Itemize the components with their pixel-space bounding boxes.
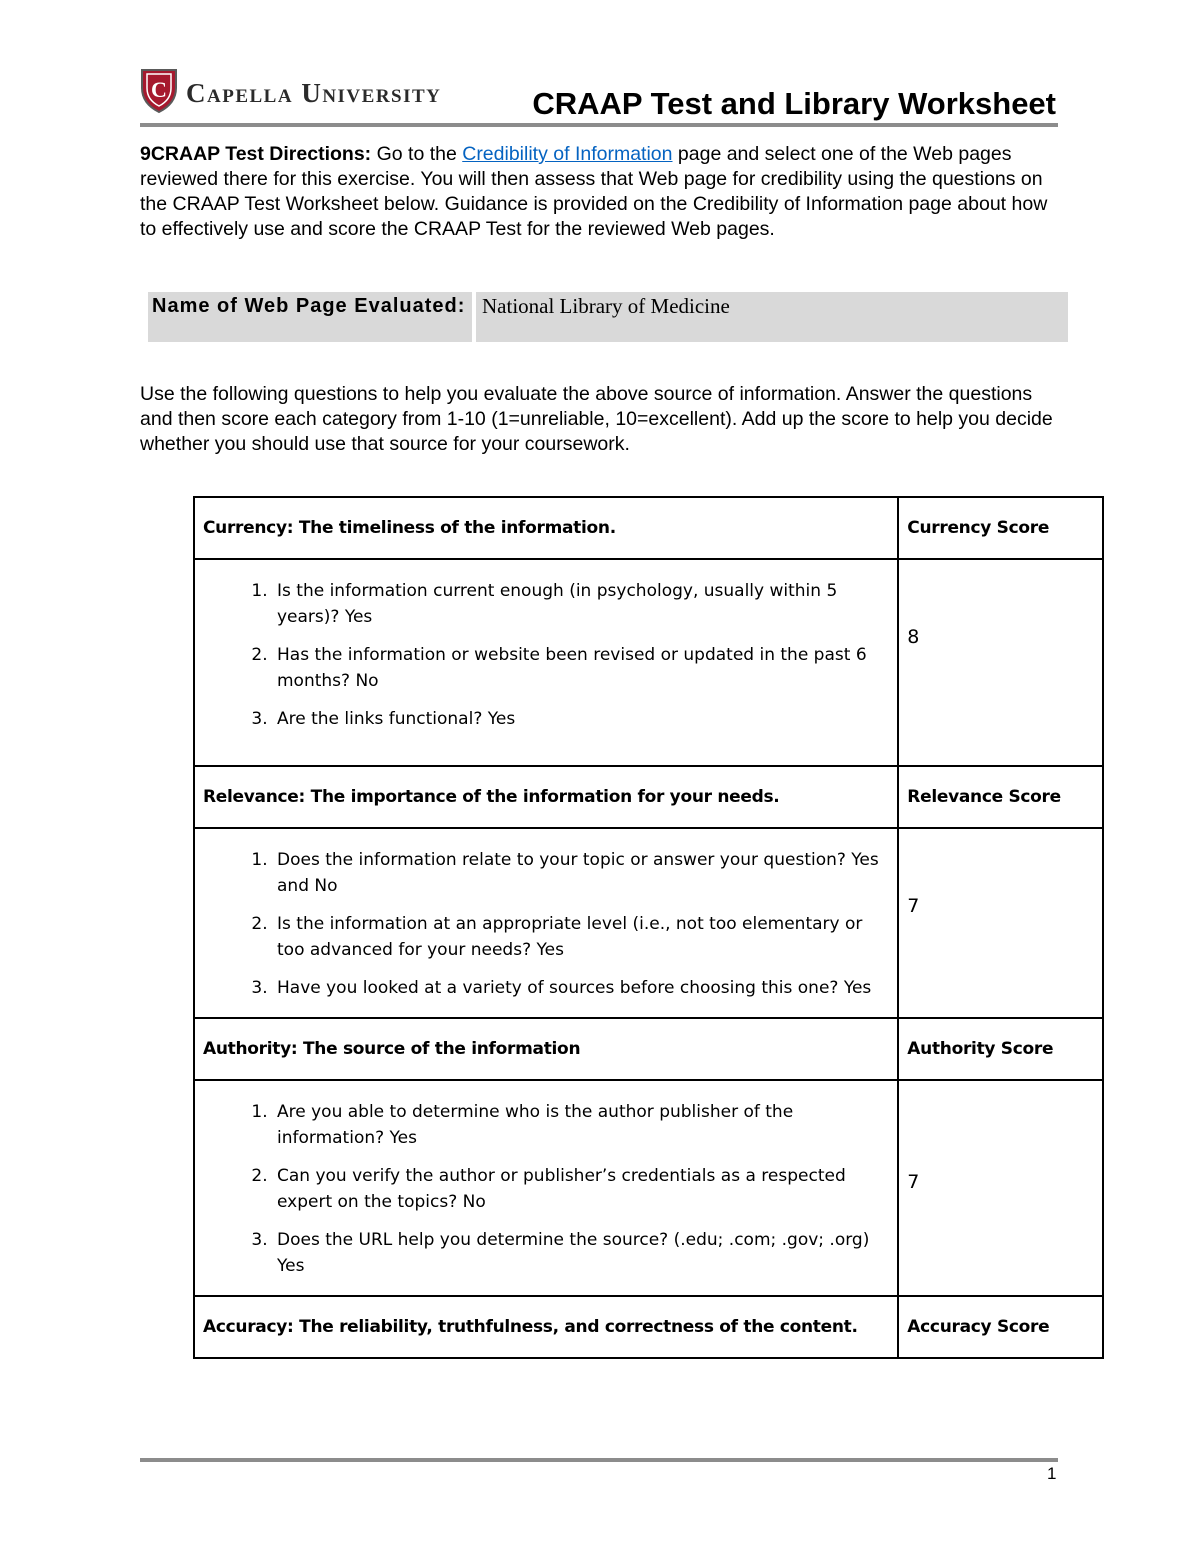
accuracy-heading: Accuracy: The reliability, truthfulness, and correctness of the content. [194, 1296, 898, 1358]
relevance-body-row [194, 828, 1103, 1018]
page-number: 1 [1047, 1464, 1057, 1483]
question-item: 2. Is the information at an appropriate level (i.e., not too elementary or too advanced for your needs? Yes [273, 911, 889, 963]
shield-icon [140, 68, 178, 114]
credibility-link[interactable]: Credibility of Information [462, 143, 673, 165]
svg-text:C: C [151, 77, 167, 102]
currency-header-row [194, 497, 1103, 559]
question-item: 3. Does the URL help you determine the source? (.edu; .com; .gov; .org) Yes [273, 1227, 889, 1279]
authority-body-row [194, 1080, 1103, 1296]
question-item: 1. Are you able to determine who is the author publisher of the information? Yes [273, 1099, 889, 1151]
question-item: 1. Is the information current enough (in psychology, usually within 5 years)? Yes [273, 578, 889, 630]
authority-score-label: Authority Score [898, 1018, 1103, 1080]
currency-body-row [194, 559, 1103, 766]
authority-heading: Authority: The source of the information [194, 1018, 898, 1080]
accuracy-score-label: Accuracy Score [898, 1296, 1103, 1358]
instructions-paragraph: Use the following questions to help you evaluate the above source of information. Answer the questions and then score each category from 1-10 (1=unreliable, 10=excellent). Add up the score to help you decide whether you should use that source for your coursework. [140, 383, 1053, 455]
craap-table [193, 496, 1104, 1359]
authority-score-value[interactable]: 7 [907, 1171, 920, 1193]
capella-logo [140, 68, 441, 114]
footer-divider [140, 1458, 1058, 1462]
evaluated-page-field[interactable]: National Library of Medicine [476, 292, 1068, 342]
directions-label: 9CRAAP Test Directions: [140, 143, 372, 165]
relevance-header-row [194, 766, 1103, 828]
currency-score-label: Currency Score [898, 497, 1103, 559]
relevance-questions [203, 847, 889, 1001]
directions-text-after: page and select one of the Web pages reviewed there for this exercise. You will then assess that Web page for credibility using the questions on the CRAAP Test Worksheet below. Guidance is provided on the Credibility of Information page about how to effectively use and score the CRAAP Test for the reviewed Web pages. [140, 143, 1048, 240]
currency-score-value[interactable]: 8 [907, 626, 920, 648]
accuracy-header-row [194, 1296, 1103, 1358]
question-item: 3. Are the links functional? Yes [273, 706, 889, 732]
question-item: 1. Does the information relate to your topic or answer your question? Yes and No [273, 847, 889, 899]
question-item: 2. Can you verify the author or publisher’s credentials as a respected expert on the topics? No [273, 1163, 889, 1215]
directions-paragraph [140, 142, 1058, 242]
authority-header-row [194, 1018, 1103, 1080]
relevance-heading: Relevance: The importance of the information for your needs. [194, 766, 898, 828]
directions-text-before: Go to the [371, 143, 463, 165]
evaluated-page-row [148, 292, 1068, 342]
question-item: 3. Have you looked at a variety of sources before choosing this one? Yes [273, 975, 889, 1001]
university-name: Capella University [186, 77, 442, 108]
document-header [140, 68, 1058, 128]
currency-heading: Currency: The timeliness of the information. [194, 497, 898, 559]
document-title: CRAAP Test and Library Worksheet [532, 86, 1056, 121]
currency-questions [203, 578, 889, 732]
evaluated-page-label: Name of Web Page Evaluated: [148, 292, 472, 342]
question-item: 2. Has the information or website been revised or updated in the past 6 months? No [273, 642, 889, 694]
header-divider [140, 123, 1058, 127]
relevance-score-label: Relevance Score [898, 766, 1103, 828]
relevance-score-value[interactable]: 7 [907, 895, 920, 917]
authority-questions [203, 1099, 889, 1279]
